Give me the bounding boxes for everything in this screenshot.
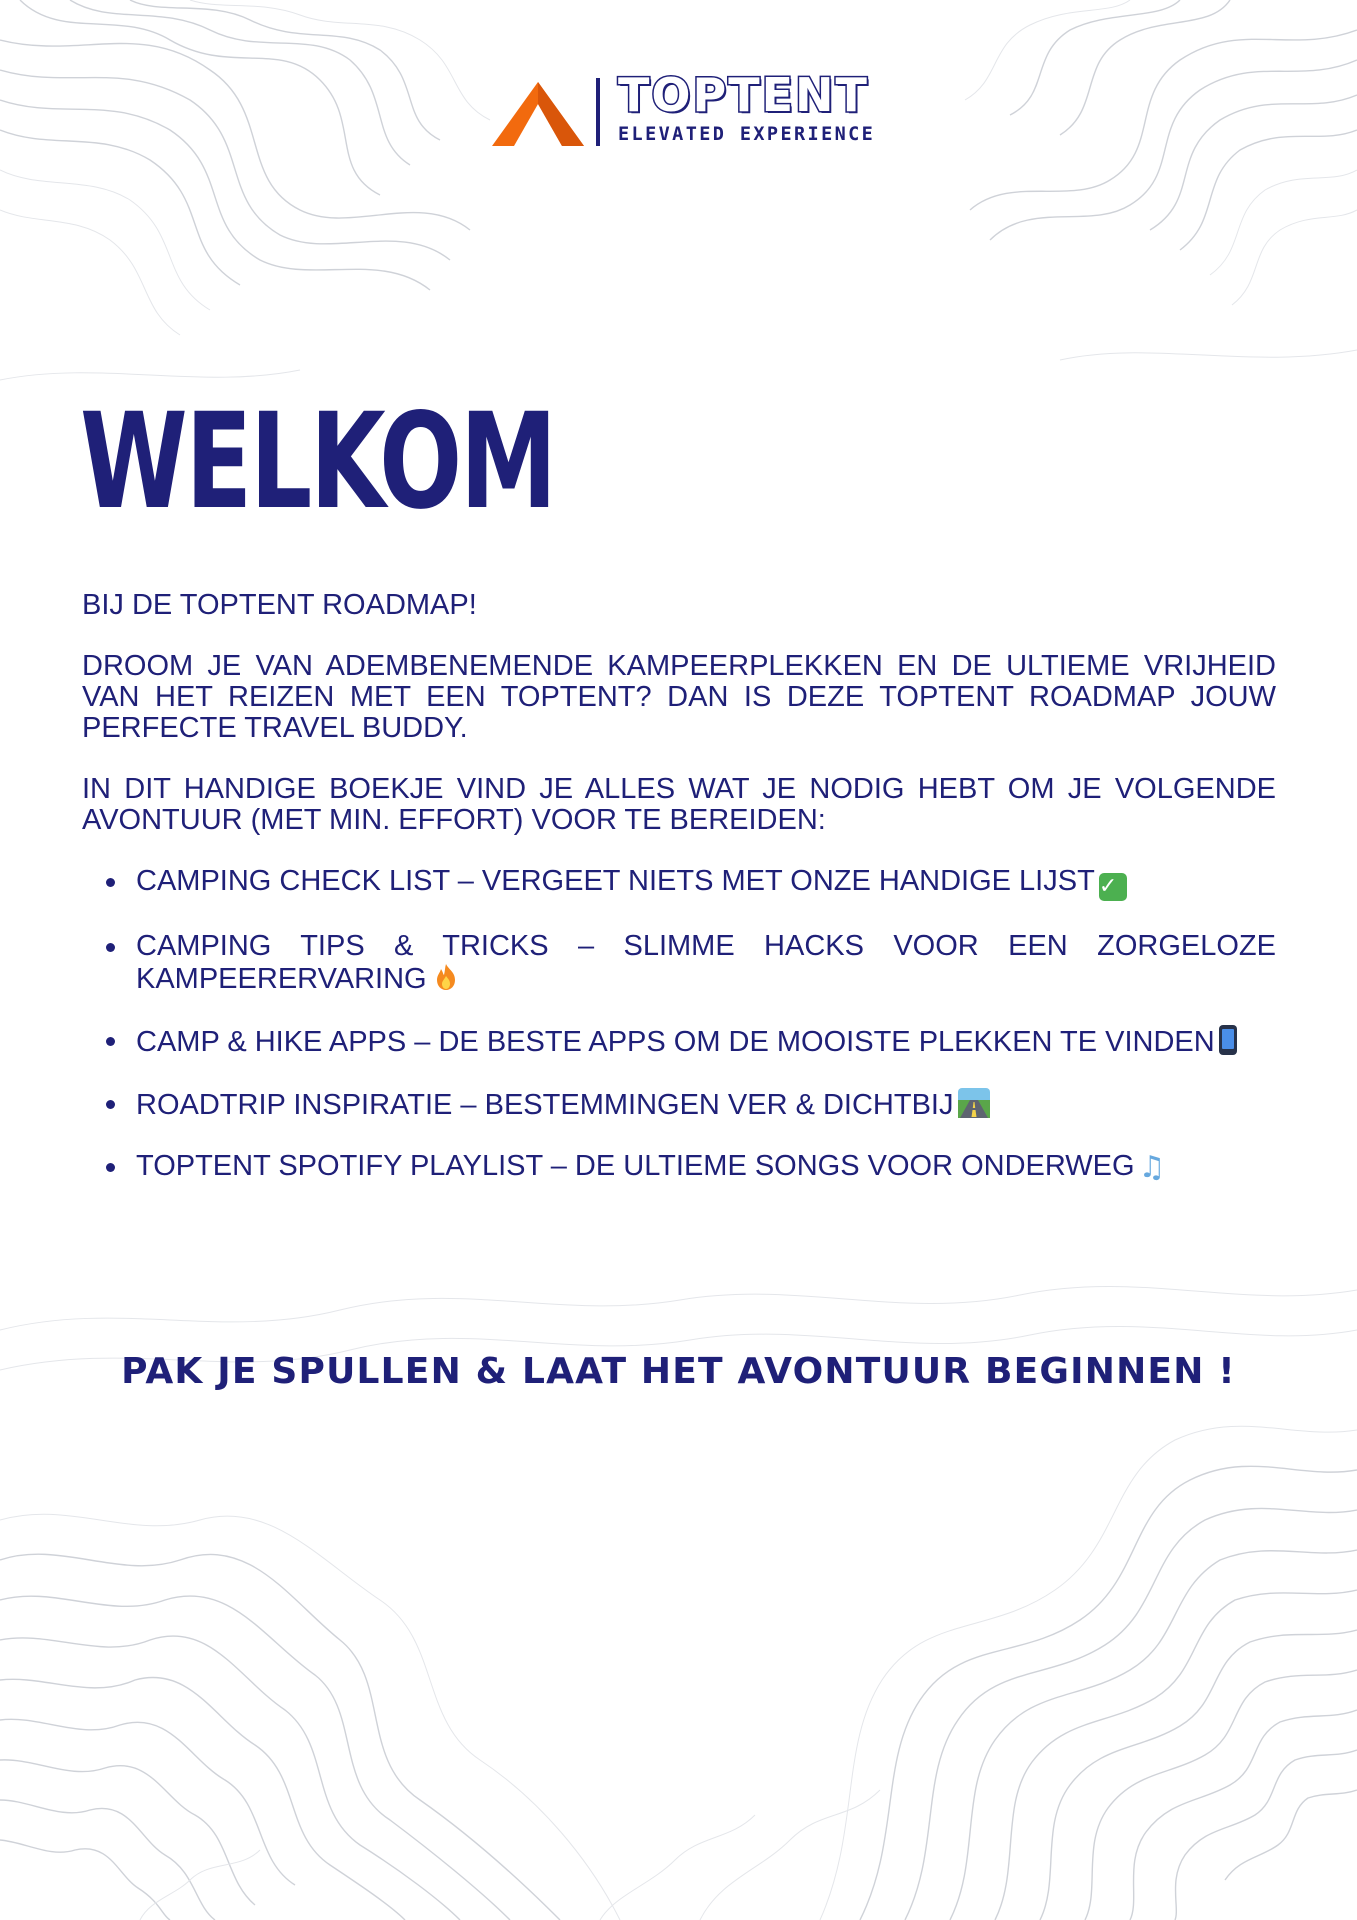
list-item: [136, 1151, 1276, 1183]
check-mark-icon: ✓: [1099, 873, 1127, 901]
brand-tagline: ELEVATED EXPERIENCE: [618, 124, 876, 145]
list-item: [136, 931, 1276, 995]
slogan: PAK JE SPULLEN & LAAT HET AVONTUUR BEGINNEN !: [121, 1351, 1236, 1392]
logo-divider: [596, 78, 600, 146]
feature-list: [82, 866, 1276, 1183]
list-item-text: CAMPING CHECK LIST – VERGEET NIETS MET ONZE HANDIGE LIJST: [136, 865, 1095, 897]
intro-content: [82, 590, 1276, 1213]
contour-lines-top-left: [0, 0, 490, 335]
list-item: [136, 866, 1276, 901]
music-notes-icon: ♫: [1138, 1150, 1166, 1185]
tent-icon: [490, 78, 586, 148]
brand-name: TOPTENT: [618, 68, 869, 122]
phone-icon: [1219, 1025, 1237, 1055]
list-item-text: CAMPING TIPS & TRICKS – SLIMME HACKS VOOR EEN ZORGELOZE KAMPEERERVARING: [136, 930, 1276, 995]
list-item-text: TOPTENT SPOTIFY PLAYLIST – DE ULTIEME SONGS VOOR ONDERWEG: [136, 1150, 1135, 1182]
intro-line: BIJ DE TOPTENT ROADMAP!: [82, 589, 477, 621]
toptent-logo: [490, 68, 876, 154]
list-item-text: ROADTRIP INSPIRATIE – BESTEMMINGEN VER & DICHTBIJ: [136, 1089, 954, 1121]
page-heading: WELKOM: [80, 385, 555, 539]
fire-icon: [431, 962, 461, 992]
contour-lines-bottom-left: [0, 1514, 620, 1920]
contour-lines-top-right: [965, 0, 1357, 305]
intro-paragraph-1: DROOM JE VAN ADEMBENEMENDE KAMPEERPLEKKEN EN DE ULTIEME VRIJHEID VAN HET REIZEN MET EEN TOPTENT? DAN IS DEZE TOPTENT ROADMAP JOUW PERFECTE TRAVEL BUDDY.: [82, 650, 1276, 744]
list-item: [136, 1088, 1276, 1121]
list-item-text: CAMP & HIKE APPS – DE BESTE APPS OM DE MOOISTE PLEKKEN TE VINDEN: [136, 1026, 1215, 1058]
intro-paragraph-2: IN DIT HANDIGE BOEKJE VIND JE ALLES WAT JE NODIG HEBT OM JE VOLGENDE AVONTUUR (MET MIN. EFFORT) VOOR TE BEREIDEN:: [82, 773, 1276, 836]
list-item: [136, 1025, 1276, 1058]
contour-lines-bottom-right: [600, 1426, 1357, 1920]
road-icon: [958, 1088, 990, 1118]
